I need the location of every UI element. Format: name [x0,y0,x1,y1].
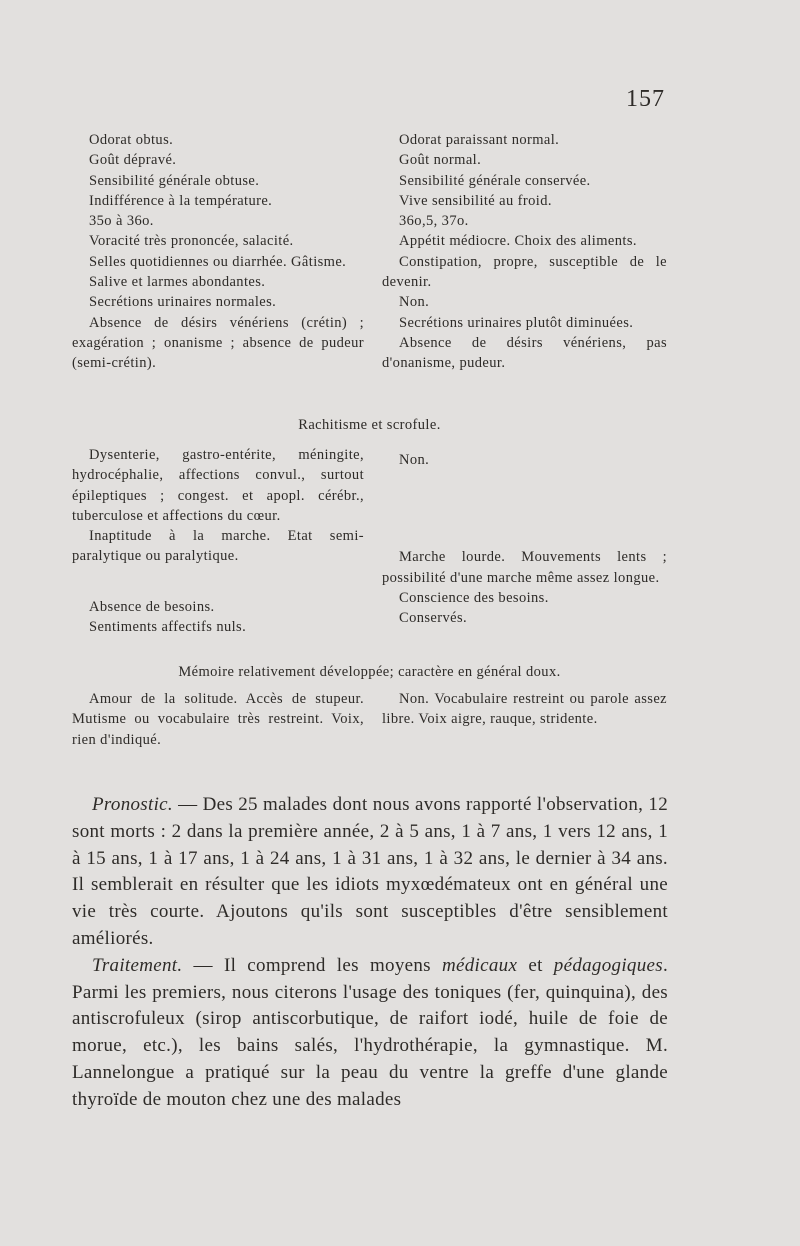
center-heading-memoire: Mémoire relativement développée; caractère en général doux. [178,664,561,680]
text-line: Salive et larmes abondantes. [89,274,266,291]
text-line: Absence de besoins. [89,598,215,615]
text-line: 36o,5, 37o. [399,213,469,230]
page-number: 157 [626,86,665,112]
left-column-bottom [72,689,364,750]
text-line: Sensibilité générale obtuse. [89,172,260,189]
traitement-em-medicaux: médicaux [442,954,518,976]
text-line: Non. Vocabulaire restreint ou parole assez libre. Voix aigre, rauque, stridente. [382,691,667,728]
text-line: Inaptitude à la marche. Etat semi-paralytique ou paralytique. [72,528,364,565]
text-line: Constipation, propre, susceptible de le devenir. [382,253,667,291]
text-line: Conservés. [399,610,468,627]
traitement-text: — Il comprend les moyens [182,954,442,976]
right-column-mid [382,450,667,628]
pronostic-paragraph [72,792,668,953]
text-line: Goût normal. [399,152,482,169]
text-line: Odorat paraissant normal. [399,132,560,148]
text-line: Non. [399,452,430,468]
text-line: Vive sensibilité au froid. [399,192,552,209]
traitement-paragraph [72,953,668,1114]
center-heading-rachitisme: Rachitisme et scrofule. [298,417,441,433]
pronostic-title: Pronostic. [92,794,173,815]
traitement-text: . Parmi les premiers, nous citerons l'usage des toniques (fer, quinquina), des antiscrofuleux (sirop antiscorbutique, de raifort iodé, huile de foie de morue, etc.), les bains salés, l'hydrothérapie, la gymnastique. M. Lannelongue a pratiqué sur la peau du ventre la greffe d'une glande thyroïde de mouton chez une des malades [72,954,668,1110]
traitement-em-pedagogiques: pédagogiques [553,954,663,976]
text-line: Absence de désirs vénériens (crétin) ; exagération ; onanisme ; absence de pudeur (semi-crétin). [72,314,364,372]
text-line: Selles quotidiennes ou diarrhée. Gâtisme. [89,253,347,270]
text-line: Dysenterie, gastro-entérite, méningite, hydrocéphalie, affections convul., surtout épileptiques ; congest. et apopl. cérébr., tuberculose et affections du cœur. [72,447,364,524]
text-line: Odorat obtus. [89,132,174,148]
text-line: Sentiments affectifs nuls. [89,619,247,636]
right-column-top [382,130,667,374]
left-column-top [72,130,364,374]
traitement-title: Traitement. [92,954,183,976]
right-column-bottom [382,689,667,730]
traitement-text: et [517,954,554,976]
text-line: Non. [399,294,430,311]
pronostic-text: — Des 25 malades dont nous avons rapporté l'observation, 12 sont morts : 2 dans la première année, 2 à 5 ans, 1 à 7 ans, 1 vers 12 ans, 1 à 15 ans, 1 à 17 ans, 1 à 24 ans, 1 à 31 ans, 1 à 32 ans, le dernier à 34 ans. Il semblerait en résulter que les idiots myxœdémateux ont en général une vie très courte. Ajoutons qu'ils sont susceptibles d'être sensiblement améliorés. [72,794,668,949]
text-line: Secrétions urinaires plutôt diminuées. [399,314,634,331]
text-line: Absence de désirs vénériens, pas d'onanisme, pudeur. [382,334,667,372]
text-line: Voracité très prononcée, salacité. [89,233,294,250]
text-line: Marche lourde. Mouvements lents ; possibilité d'une marche même assez longue. [382,549,667,586]
text-line: Appétit médiocre. Choix des aliments. [399,233,637,250]
text-line: Indifférence à la température. [89,192,273,209]
text-line: 35o à 36o. [89,213,154,230]
body-text [72,792,668,1114]
text-line: Conscience des besoins. [399,589,549,606]
left-column-mid [72,445,364,637]
text-line: Amour de la solitude. Accès de stupeur. Mutisme ou vocabulaire très restreint. Voix, rien d'indiqué. [72,691,364,748]
text-line: Secrétions urinaires normales. [89,294,277,311]
text-line: Sensibilité générale conservée. [399,172,591,189]
text-line: Goût dépravé. [89,152,177,169]
